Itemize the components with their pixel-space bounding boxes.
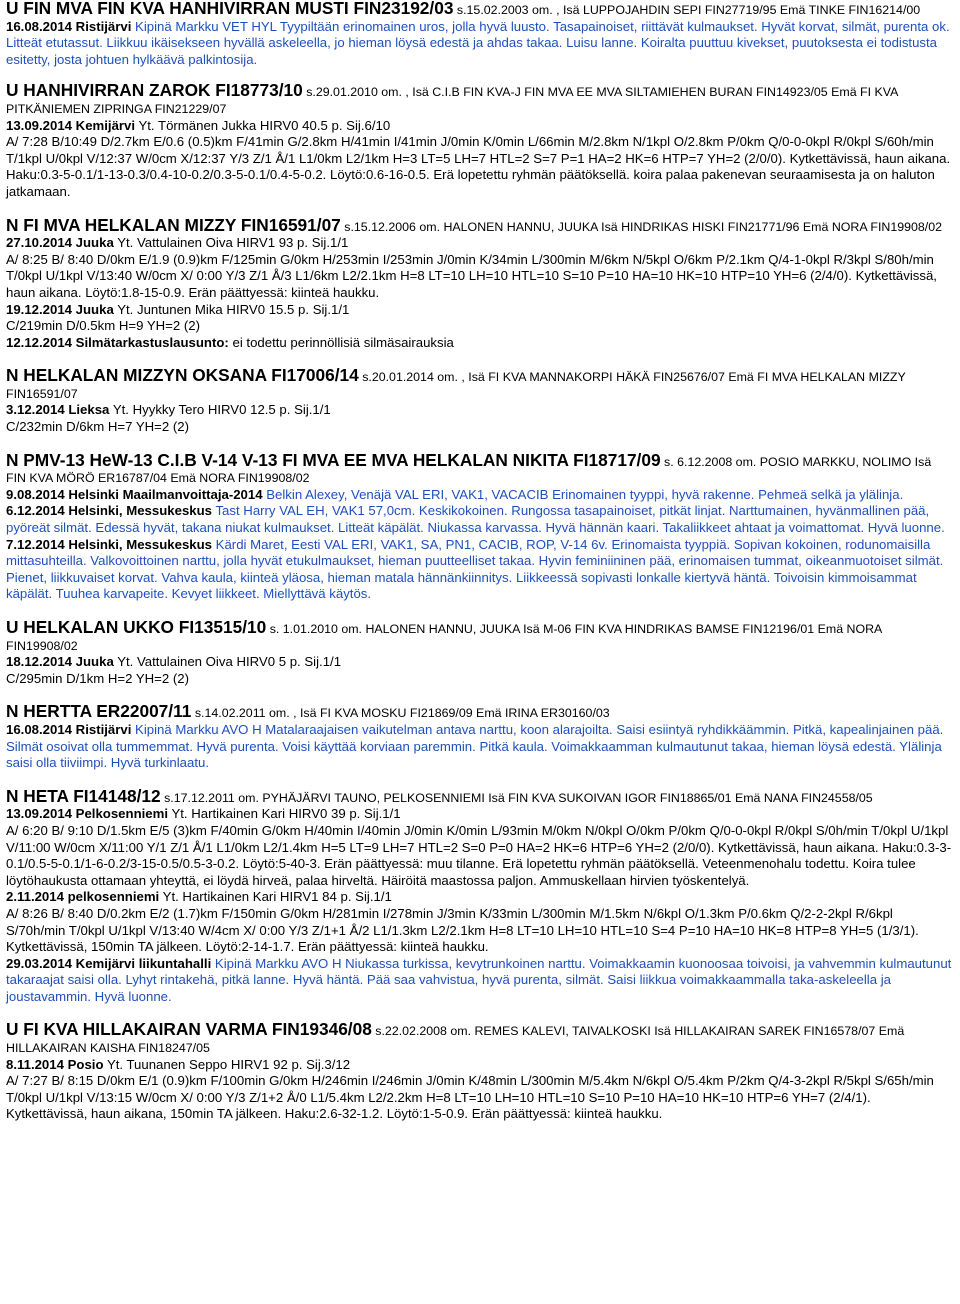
- result-line: [6, 722, 954, 772]
- dog-entry: [6, 785, 954, 1006]
- event-details: Kipinä Markku VET HYL Tyypiltään erinomainen uros, jolla hyvä luusto. Tasapainoiset, riittävät kulmaukset. Hyvät korvat, silmät, purenta ok. Litteät etutassut. Liikkuu ikäisekseen hyvällä askeleella, jo hieman löysä edestä ja ahdas takaa. Luisu lanne. Koiralta puuttuu kivekset, puutoksesta ei todistusta esitetty, josta johtuen hylkäävä palkintosija.: [6, 18, 950, 67]
- result-line: [6, 956, 954, 1006]
- dog-entry: [6, 703, 954, 771]
- event-details: Yt. Tuunanen Seppo HIRV1 92 p. Sij.3/12: [103, 1056, 351, 1072]
- dog-name: N HETA FI14148/12: [6, 785, 161, 806]
- event-details: C/295min D/1km H=2 YH=2 (2): [6, 670, 189, 686]
- event-date-place: 16.08.2014 Ristijärvi: [6, 721, 132, 737]
- dog-entry: [6, 449, 954, 603]
- dog-header: [6, 449, 954, 487]
- dog-header: [6, 367, 954, 402]
- event-details: Yt. Törmänen Jukka HIRV0 40.5 p. Sij.6/10: [135, 117, 391, 133]
- event-date-place: 12.12.2014 Silmätarkastuslausunto:: [6, 334, 229, 350]
- event-date-place: 8.11.2014 Posio: [6, 1056, 104, 1072]
- event-details: A/ 6:20 B/ 9:10 D/1.5km E/5 (3)km F/40min G/0km H/40min I/40min J/0min K/0min L/93min M/0km N/0kpl O/0km P/0km Q/0-0-0kpl R/0kpl S/0h/min T/0kpl U/1kpl V/11:00 W/0cm X/11:00 Y/1 Z/1 Å/1 L1/0km L2/1.4km H=5 LT=9 LH=7 HTL=2 S=0 P=0 HA=2 HK=6 HTP=6 YH=2 (2/0/0). Kytkettävissä, haun aikana. Haku:0.3-3-0.1/0.5-5-0.1/1-6-0.2/3-15-0.5/0.5-3-0.2. Löytö:5-40-3. Erän päättyessä: muu tilanne. Erä lopetettu ryhmän päätöksellä. Veteenmenohalu todettu. Koira tulee löytöhaukusta ottamaan yhteyttä, ei löydä hirveä, palaa hirveltä. Häiröitä maastossa paljon. Ammuskellaan hirvien työskentelyä.: [6, 822, 952, 888]
- event-date-place: 6.12.2014 Helsinki, Messukeskus: [6, 503, 213, 519]
- dog-header: [6, 703, 954, 722]
- result-line: [6, 302, 954, 319]
- dog-header: [6, 82, 954, 117]
- event-date-place: 3.12.2014 Lieksa: [6, 402, 110, 418]
- event-date-place: 19.12.2014 Juuka: [6, 301, 114, 317]
- event-details: Belkin Alexey, Venäjä VAL ERI, VAK1, VACACIB Erinomainen tyyppi, hyvä rakenne. Pehmeä selkä ja ylälinja.: [262, 486, 904, 502]
- event-date-place: 16.08.2014 Ristijärvi: [6, 18, 132, 34]
- result-line: [6, 335, 954, 352]
- dog-name: U HELKALAN UKKO FI13515/10: [6, 617, 267, 637]
- result-line: [6, 118, 954, 135]
- event-details: Kipinä Markku AVO H Matalaraajaisen vaikutelman antava narttu, koon alarajoilta. Saisi esiintyä ryhdikkäämmin. Pitkä, kapealinjainen pää. Silmät osoivat olla tummemmat. Hyvä purenta. Voisi käyttää korviaan paremmin. Pitkä kaula. Voimakkaamman kulmautunut takaa, hieman löysä edestä. Ylälinja saisi olla tiiviimpi. Hyvä turkinlaatu.: [6, 721, 944, 771]
- result-line: [6, 487, 954, 504]
- dog-name: N PMV-13 HeW-13 C.I.B V-14 V-13 FI MVA EE MVA HELKALAN NIKITA FI18717/09: [6, 449, 661, 470]
- dog-entry: [6, 214, 954, 352]
- event-details: Yt. Hartikainen Kari HIRV0 39 p. Sij.1/1: [168, 806, 401, 822]
- event-date-place: 7.12.2014 Helsinki, Messukeskus: [6, 536, 213, 552]
- result-line: [6, 402, 954, 419]
- event-date-place: 13.09.2014 Kemijärvi: [6, 117, 136, 133]
- result-line: [6, 1057, 954, 1074]
- dog-entry: [6, 82, 954, 200]
- result-line: [6, 671, 954, 688]
- result-line: [6, 1073, 954, 1123]
- event-details: Yt. Vattulainen Oiva HIRV0 5 p. Sij.1/1: [113, 654, 342, 670]
- dog-name: U FI KVA HILLAKAIRAN VARMA FIN19346/08: [6, 1019, 372, 1040]
- dog-entry: [6, 1021, 954, 1123]
- dog-name: N HELKALAN MIZZYN OKSANA FI17006/14: [6, 365, 359, 386]
- dog-entry: [6, 619, 954, 687]
- dog-info: s. 1.01.2010 om. HALONEN HANNU, JUUKA Isä M-06 FIN KVA HINDRIKAS BAMSE FIN12196/01 Emä NORA FIN19908/02: [6, 622, 882, 653]
- result-line: [6, 19, 954, 69]
- event-details: A/ 7:28 B/10:49 D/2.7km E/0.6 (0.5)km F/41min G/2.8km H/41min I/41min J/0min K/0min L/66min M/2.8km N/1kpl O/2.8km P/0km Q/0-0-0kpl R/0kpl S/60h/min T/1kpl U/0kpl V/12:37 W/0cm X/12:37 Y/3 Z/1 Å/1 L1/0km L2/1km H=3 LT=5 LH=7 HTL=2 S=7 P=1 HA=2 HK=6 HTP=7 YH=2 (2/0/0). Kytkettävissä, haun aikana. Haku:0.3-5-0.1/1-13-0.3/0.4-10-0.2/0.3-5-0.1/0.4-5-0.2. Löytö:0.6-16-0.5. Erä lopetettu ryhmän päätöksellä. koira palaa pakenevan seuraamisesta ja on haluton jatkamaan.: [6, 134, 951, 199]
- dog-info: s. 6.12.2008 om. POSIO MARKKU, NOLIMO Isä FIN KVA MÖRÖ ER16787/04 Emä NORA FIN19908/02: [6, 454, 932, 486]
- event-details: Tast Harry VAL EH, VAK1 57,0cm. Keskikokoinen. Rungossa tasapainoiset, pitkät linjat. Narttumainen, hyvänmallinen pää, pyöreät silmät. Edessä hyvät, takana niukat kulmaukset. Litteät käpälät. Niukassa karvassa. Hyvä hännän kaari. Takaliikkeet ahtaat ja voimattomat. Hyvä luonne.: [6, 503, 945, 536]
- dog-entry: [6, 0, 954, 68]
- result-line: [6, 503, 954, 536]
- event-date-place: 2.11.2014 pelkosenniemi: [6, 889, 160, 905]
- dog-info: s.14.02.2011 om. , Isä FI KVA MOSKU FI21869/09 Emä IRINA ER30160/03: [194, 706, 610, 721]
- dog-name: U HANHIVIRRAN ZAROK FI18773/10: [6, 80, 303, 101]
- result-line: [6, 889, 954, 906]
- event-date-place: 9.08.2014 Helsinki Maailmanvoittaja-2014: [6, 486, 263, 502]
- event-details: Kärdi Maret, Eesti VAL ERI, VAK1, SA, PN1, CACIB, ROP, V-14 6v. Erinomaista tyyppiä. Sopivan kokoinen, rodunomaisilla mittasuhteilla. Valkovoittoinen narttu, jolla hyvät etukulmaukset, hieman puutteelliset takaa. Hyvin feminiininen pää, erinomaisen tummat, oikeanmuotoiset silmät. Pienet, liikkuvaiset korvat. Vahva kaula, kiinteä yläosa, hieman matala hännänkiinnitys. Liikkeessä sopivasti lonkalle kiertyvä häntä. Toivoisin kimmoisammat käpälät. Tuuhea karvapeite. Kevyet liikkeet. Miellyttävä käytös.: [6, 536, 944, 602]
- result-line: [6, 134, 954, 200]
- dog-info: s.15.02.2003 om. , Isä LUPPOJAHDIN SEPI FIN27719/95 Emä TINKE FIN16214/00: [456, 3, 921, 17]
- event-details: A/ 7:27 B/ 8:15 D/0km E/1 (0.9)km F/100min G/0km H/246min I/246min J/0min K/48min L/300min M/5.4km N/6kpl O/5.4km P/2km Q/4-3-2kpl R/5kpl S/65h/min T/0kpl U/1kpl V/13:15 W/0cm X/ 0:00 Y/3 Z/1+2 Å/0 L1/5.4km L2/2.2km H=8 LT=10 LH=10 HTL=10 S=10 P=10 HA=10 HK=10 HTP=6 YH=7 (2/4/1). Kytkettävissä, haun aikana, 150min TA jälkeen. Haku:2.6-32-1.2. Löytö:1-5-0.9. Erän päättyessä: kiinteä haukku.: [6, 1073, 934, 1122]
- result-line: [6, 806, 954, 823]
- dog-header: [6, 0, 954, 19]
- event-date-place: 27.10.2014 Juuka: [6, 235, 114, 251]
- dog-info: s.17.12.2011 om. PYHÄJÄRVI TAUNO, PELKOSENNIEMI Isä FIN KVA SUKOIVAN IGOR FIN18865/01 Emä NANA FIN24558/05: [164, 790, 873, 805]
- event-details: C/232min D/6km H=7 YH=2 (2): [6, 419, 189, 435]
- result-line: [6, 823, 954, 889]
- dog-name: U FIN MVA FIN KVA HANHIVIRRAN MUSTI FIN23192/03: [6, 0, 454, 18]
- dog-info: s.20.01.2014 om. , Isä FI KVA MANNAKORPI HÄKÄ FIN25676/07 Emä FI MVA HELKALAN MIZZY FIN16591/07: [6, 370, 906, 401]
- result-line: [6, 235, 954, 252]
- dog-header: [6, 1021, 954, 1056]
- dog-info: s.15.12.2006 om. HALONEN HANNU, JUUKA Isä HINDRIKAS HISKI FIN21771/96 Emä NORA FIN19908/02: [344, 219, 943, 234]
- dog-entry: [6, 367, 954, 435]
- result-line: [6, 537, 954, 603]
- result-line: [6, 318, 954, 335]
- event-date-place: 18.12.2014 Juuka: [6, 654, 114, 670]
- dog-name: N HERTTA ER22007/11: [6, 701, 192, 722]
- dog-header: [6, 214, 954, 236]
- event-date-place: 13.09.2014 Pelkosenniemi: [6, 806, 169, 822]
- event-details: Yt. Hartikainen Kari HIRV1 84 p. Sij.1/1: [159, 889, 392, 905]
- dog-name: N FI MVA HELKALAN MIZZY FIN16591/07: [6, 214, 341, 235]
- event-details: C/219min D/0.5km H=9 YH=2 (2): [6, 318, 200, 334]
- event-details: A/ 8:26 B/ 8:40 D/0.2km E/2 (1.7)km F/150min G/0km H/281min I/278min J/3min K/33min L/300min M/1.5km N/6kpl O/1.3km P/0.6km Q/2-2-2kpl R/6kpl S/70h/min T/0kpl U/1kpl V/13:40 W/4cm X/ 0:00 Y/3 Z/1+1 Å/2 L1/1.3km L2/2.1km H=8 LT=10 LH=10 HTL=10 S=4 P=10 HA=10 HK=8 HTP=8 YH=5 (1/3/1). Kytkettävissä, 150min TA jälkeen. Löytö:2-14-1.7. Erän päättyessä: kiinteä haukku.: [6, 905, 919, 955]
- event-details: Yt. Vattulainen Oiva HIRV1 93 p. Sij.1/1: [113, 235, 349, 251]
- event-date-place: 29.03.2014 Kemijärvi liikuntahalli: [6, 955, 212, 971]
- result-line: [6, 906, 954, 956]
- event-details: Yt. Juntunen Mika HIRV0 15.5 p. Sij.1/1: [113, 301, 350, 317]
- event-details: ei todettu perinnöllisiä silmäsairauksia: [228, 334, 454, 350]
- dog-info: s.29.01.2010 om. , Isä C.I.B FIN KVA-J FIN MVA EE MVA SILTAMIEHEN BURAN FIN14923/05 Emä FI KVA PITKÄNIEMEN ZIPRINGA FIN21229/07: [6, 85, 898, 116]
- event-details: A/ 8:25 B/ 8:40 D/0km E/1.9 (0.9)km F/125min G/0km H/253min I/253min J/0min K/34min L/300min M/6km N/5kpl O/6km P/2.1km Q/4-1-0kpl R/3kpl S/80h/min T/0kpl U/1kpl V/13:40 W/0cm X/ 0:00 Y/3 Z/1 Å/3 L1/6km L2/2.1km H=8 LT=10 LH=10 HTL=10 S=10 P=10 HA=10 HK=10 HTP=10 YH=6 (2/4/0). Kytkettävissä, haun aikana. Löytö:1.8-15-0.9. Erän päättyessä: kiinteä haukku.: [6, 251, 937, 300]
- dog-header: [6, 785, 954, 807]
- result-line: [6, 419, 954, 436]
- event-details: Kipinä Markku AVO H Niukassa turkissa, kevytrunkoinen narttu. Voimakkaamin kuonoosaa toivoisi, ja vahvemmin kulmautunut takaraajat saisi olla. Lyhyt rintakehä, pitkä lanne. Hyvä häntä. Pää saa vahvistua, hyvä purenta, silmät. Saisi liikkua voimakkaammalla taka-askeleella ja joustavammin. Hyvä luonne.: [6, 955, 952, 1004]
- event-details: Yt. Hyykky Tero HIRV0 12.5 p. Sij.1/1: [109, 402, 331, 418]
- dog-header: [6, 619, 954, 654]
- result-line: [6, 252, 954, 302]
- result-line: [6, 654, 954, 671]
- dog-info: s.22.02.2008 om. REMES KALEVI, TAIVALKOSKI Isä HILLAKAIRAN SAREK FIN16578/07 Emä HILLAKAIRAN KAISHA FIN18247/05: [6, 1024, 905, 1056]
